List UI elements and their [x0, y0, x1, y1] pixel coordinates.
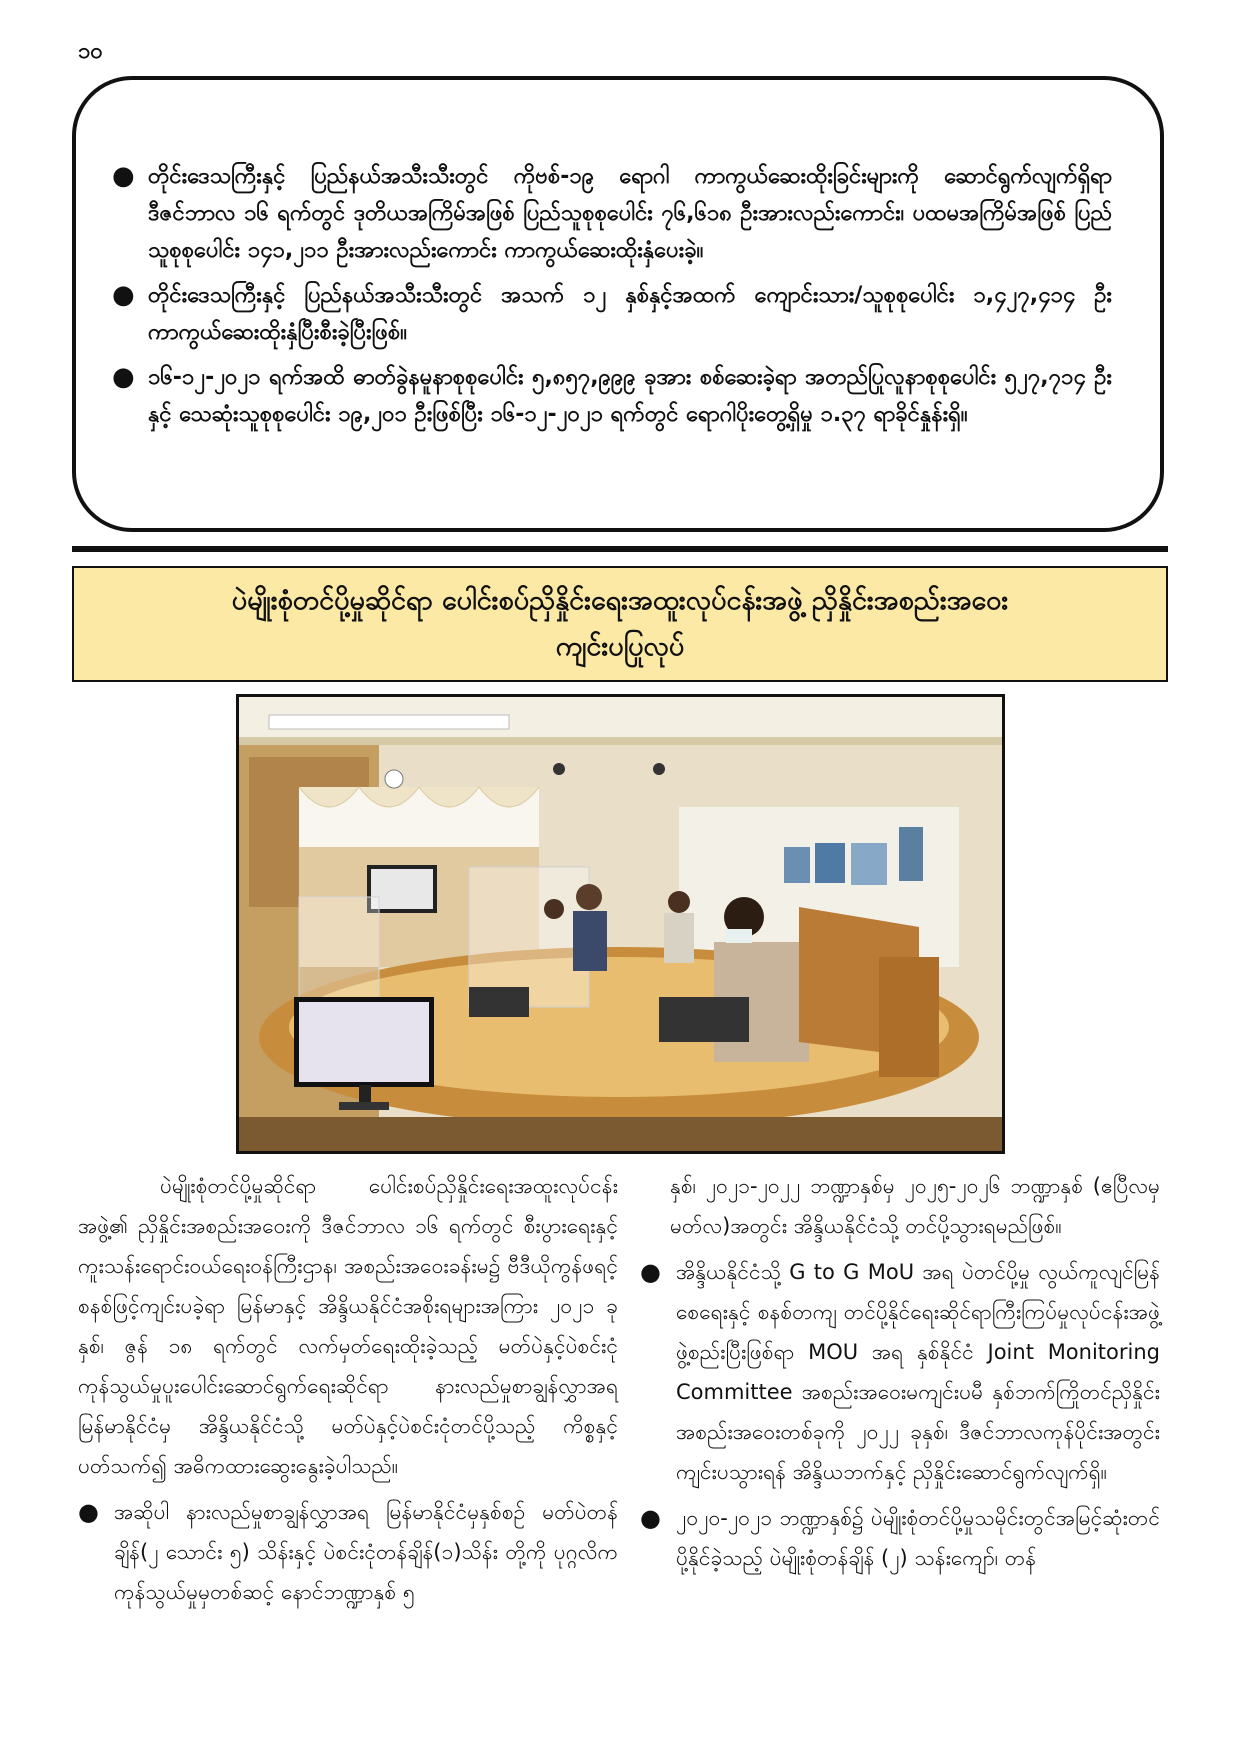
article-bullet-item: [78, 1492, 618, 1612]
article-bullet-item: [640, 1252, 1160, 1492]
article-left-column: [78, 1166, 618, 1618]
article-continuation: နှစ်၊ ၂၀၂၁-၂၀၂၂ ဘဏ္ဍာနှစ်မှ ၂၀၂၅-၂၀၂၆ ဘဏ္ဍာနှစ် (ဧပြီလမှ မတ်လ)အတွင်း အိန္ဒိယနိုင်ငံသို့ တင်ပို့သွားရမည်ဖြစ်။: [670, 1174, 1160, 1238]
meeting-photo: [236, 694, 1005, 1154]
summary-text: ၁၆-၁၂-၂၀၂၁ ရက်အထိ ဓာတ်ခွဲနမူနာစုစုပေါင်း ၅,၈၅၇,၉၉၉ ခုအား စစ်ဆေးခဲ့ရာ အတည်ပြုလူနာစုစုပေါင်း ၅၂၇,၇၁၄ ဦးနှင့် သေဆုံးသူစုစုပေါင်း ၁၉,၂၀၁ ဦးဖြစ်ပြီး ၁၆-၁၂-၂၀၂၁ ရက်တွင် ရောဂါပိုးတွေ့ရှိမှု ၁.၃၇ ရာခိုင်နှုန်းရှိ။: [148, 365, 1112, 427]
summary-text: တိုင်းဒေသကြီးနှင့် ပြည်နယ်အသီးသီးတွင် ကိုဗစ်-၁၉ ရောဂါ ကာကွယ်ဆေးထိုးခြင်းများကို ဆောင်ရွက်လျက်ရှိရာ ဒီဇင်ဘာလ ၁၆ ရက်တွင် ဒုတိယအကြိမ်အဖြစ် ပြည်သူစုစုပေါင်း ၇၆,၆၁၈ ဦးအားလည်းကောင်း၊ ပထမအကြိမ်အဖြစ် ပြည်သူစုစုပေါင်း ၁၄၁,၂၁၁ ဦးအားလည်းကောင်း ကာကွယ်ဆေးထိုးနှံပေးခဲ့။: [148, 164, 1112, 263]
summary-text: တိုင်းဒေသကြီးနှင့် ပြည်နယ်အသီးသီးတွင် အသက် ၁၂ နှစ်နှင့်အထက် ကျောင်းသား/သူစုစုပေါင်း ၁,၄၂၇,၄၁၄ ဦး ကာကွယ်ဆေးထိုးနှံပြီးစီးခဲ့ပြီးဖြစ်။: [148, 283, 1112, 345]
article-bullet-text: အိန္ဒိယနိုင်ငံသို့ G to G MoU အရ ပဲတင်ပို့မှု လွယ်ကူလျင်မြန်စေရေးနှင့် စနစ်တကျ တင်ပို့နိုင်ရေးဆိုင်ရာကြီးကြပ်မှုလုပ်ငန်းအဖွဲ့ ဖွဲ့စည်းပြီးဖြစ်ရာ MOU အရ နှစ်နိုင်ငံ Joint Monitoring Committee အစည်းအဝေးမကျင်းပမီ နှစ်ဘက်ကြိုတင်ညှိနှိုင်းအစည်းအဝေးတစ်ခုကို ၂၀၂၂ ခုနှစ်၊ ဒီဇင်ဘာလကုန်ပိုင်းအတွင်း ကျင်းပသွားရန် အိန္ဒိယဘက်နှင့် ညှိနှိုင်းဆောင်ရွက်လျက်ရှိ။: [676, 1260, 1160, 1484]
bullet-icon: ●: [640, 1504, 661, 1532]
bullet-icon: ●: [640, 1258, 661, 1286]
meeting-room-illustration: [239, 697, 1002, 1151]
covid-summary-box: [72, 76, 1164, 532]
page-number: ၁၀: [78, 39, 103, 64]
bullet-icon: ●: [112, 280, 135, 310]
article-bullet-list: [640, 1252, 1160, 1578]
article-bullet-text: အဆိုပါ နားလည်မှုစာချွန်လွှာအရ မြန်မာနိုင်ငံမှနှစ်စဉ် မတ်ပဲတန်ချိန်(၂ သောင်း ၅) သိန်းနှင့် ပဲစင်းငုံတန်ချိန်(၁)သိန်း တို့ကို ပုဂ္ဂလိကကုန်သွယ်မှုမှတစ်ဆင့် နောင်ဘဏ္ဍာနှစ် ၅: [114, 1500, 618, 1604]
summary-item: [112, 359, 1112, 433]
article-bullet-text: ၂၀၂၀-၂၀၂၁ ဘဏ္ဍာနှစ်၌ ပဲမျိုးစုံတင်ပို့မှုသမိုင်းတွင်အမြင့်ဆုံးတင်ပို့နိုင်ခဲ့သည့် ပဲမျိုးစုံတန်ချိန် (၂) သန်းကျော်၊ တန်: [676, 1506, 1160, 1570]
summary-list: [112, 158, 1112, 433]
section-title: [72, 566, 1168, 682]
summary-item: [112, 158, 1112, 269]
section-divider: [72, 546, 1168, 552]
article-bullet-list: [78, 1492, 618, 1612]
bullet-icon: ●: [78, 1498, 99, 1526]
article-bullet-item: [640, 1498, 1160, 1578]
article-paragraph: ပဲမျိုးစုံတင်ပို့မှုဆိုင်ရာ ပေါင်းစပ်ညှိနှိုင်းရေးအထူးလုပ်ငန်းအဖွဲ့၏ ညှိနှိုင်းအစည်းအဝေးကို ဒီဇင်ဘာလ ၁၆ ရက်တွင် စီးပွားရေးနှင့် ကူးသန်းရောင်းဝယ်ရေးဝန်ကြီးဌာန၊ အစည်းအဝေးခန်းမ၌ ဗီဒီယိုကွန်ဖရင့်စနစ်ဖြင့်ကျင်းပခဲ့ရာ မြန်မာနှင့် အိန္ဒိယနိုင်ငံအစိုးရများအကြား ၂၀၂၁ ခုနှစ်၊ ဇွန် ၁၈ ရက်တွင် လက်မှတ်ရေးထိုးခဲ့သည့် မတ်ပဲနှင့်ပဲစင်းငုံကုန်သွယ်မှုပူးပေါင်းဆောင်ရွက်ရေးဆိုင်ရာ နားလည်မှုစာချွန်လွှာအရ မြန်မာနိုင်ငံမှ အိန္ဒိယနိုင်ငံသို့ မတ်ပဲနှင့်ပဲစင်းငုံတင်ပို့သည့် ကိစ္စနှင့်ပတ်သက်၍ အဓိကထားဆွေးနွေးခဲ့ပါသည်။: [78, 1174, 618, 1478]
bullet-icon: ●: [112, 362, 135, 392]
summary-item: [112, 277, 1112, 351]
bullet-icon: ●: [112, 161, 135, 191]
article-right-column: [640, 1166, 1160, 1584]
section-title-line: ကျင်းပပြုလုပ်: [555, 631, 685, 662]
section-title-line: ပဲမျိုးစုံတင်ပို့မှုဆိုင်ရာ ပေါင်းစပ်ညှိနှိုင်းရေးအထူးလုပ်ငန်းအဖွဲ့ ညှိနှိုင်းအစည်းအဝေး: [231, 585, 1009, 616]
